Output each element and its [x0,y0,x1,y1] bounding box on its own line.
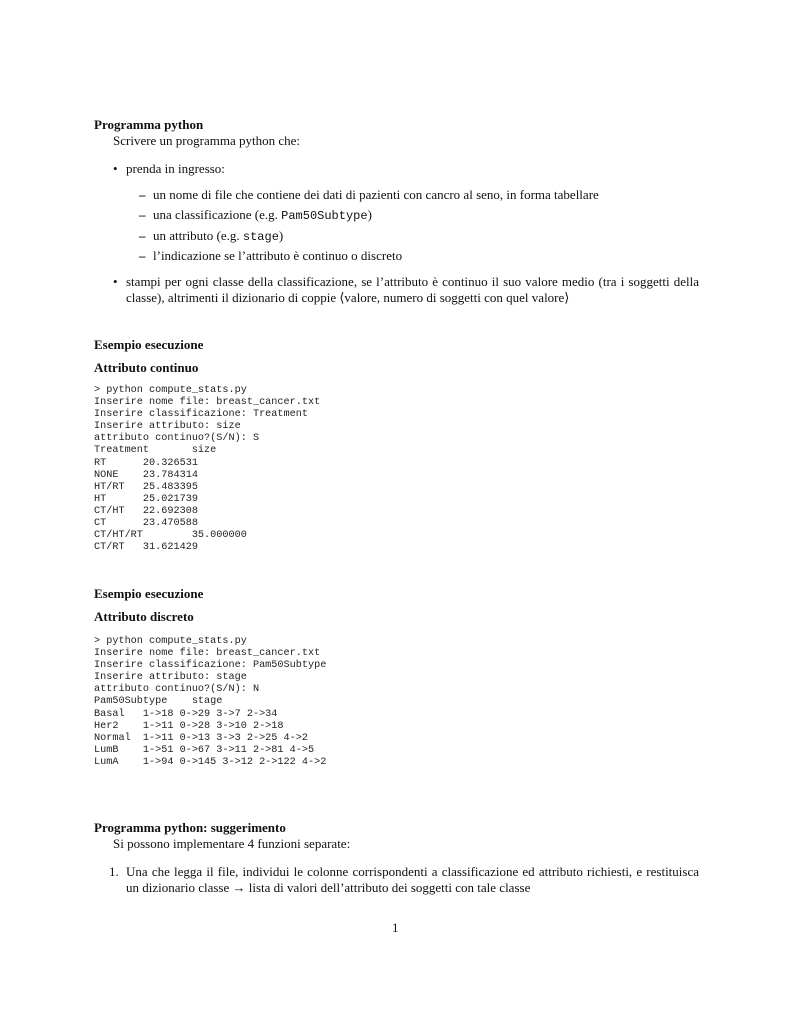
code-line: > python compute_stats.py [94,636,247,647]
inline-code-pam50subtype: Pam50Subtype [281,209,368,223]
dash-icon: – [139,248,146,263]
bullet-icon: • [113,161,118,176]
code-line: Pam50Subtype stage [94,696,223,708]
code-line: Inserire classificazione: Treatment [94,409,308,421]
subitem-classification-post: ) [367,207,372,222]
example2-subtitle: Attributo discreto [94,609,194,624]
section-title-hint: Programma python: suggerimento [94,820,286,835]
bullet-output-text: stampi per ogni classe della classificazione, se l’attributo è continuo il suo valore medio (tra i soggetti della classe), altrimenti il dizionario di coppie ⟨valore, numero di soggetti con quel valore⟩ [126,274,699,305]
dash-icon: – [139,187,146,202]
subitem-filename: un nome di file che contiene dei dati di pazienti con cancro al seno, in forma tabellare [153,187,599,202]
example2-code-block [94,636,326,769]
bullet-icon: • [113,274,118,289]
section-title-program: Programma python [94,117,204,132]
code-line: LumB 1->51 0->67 3->11 2->81 4->5 [94,744,315,756]
code-line: Inserire attributo: stage [94,672,247,684]
code-line: NONE 23.784314 [94,469,198,481]
code-line: Basal 1->18 0->29 3->7 2->34 [94,708,278,720]
inline-code-stage: stage [242,230,279,244]
code-line: Inserire nome file: breast_cancer.txt [94,397,321,409]
code-line: HT/RT 25.483395 [94,481,198,493]
code-line: Treatment size [94,445,217,457]
dash-icon: – [139,228,146,243]
subitem-classification-pre: una classificazione (e.g. [153,207,282,222]
code-line: CT/RT 31.621429 [94,542,198,554]
code-line: HT 25.021739 [94,493,198,505]
code-line: attributo continuo?(S/N): S [94,433,260,445]
code-line: CT/HT 22.692308 [94,505,198,517]
bullet-input-text: prenda in ingresso: [126,161,225,176]
subitem-attribute [153,228,283,245]
code-line: Her2 1->11 0->28 3->10 2->18 [94,720,284,732]
code-line: Inserire attributo: size [94,421,241,433]
example2-title: Esempio esecuzione [94,586,204,601]
hint-intro: Si possono implementare 4 funzioni separate: [113,836,351,851]
example1-title: Esempio esecuzione [94,337,204,352]
code-line: attributo continuo?(S/N): N [94,684,260,696]
code-line: RT 20.326531 [94,457,198,469]
list-number: 1. [109,864,119,879]
code-line: CT/HT/RT 35.000000 [94,530,247,542]
hint-item-1-text: Una che legga il file, individui le colonne corrispondenti a classificazione ed attributo richiesti, e restituisca un dizionario classe → lista di valori dell’attributo dei soggetti con tale classe [126,864,699,895]
subitem-classification [153,207,372,224]
code-line: LumA 1->94 0->145 3->12 2->122 4->2 [94,756,327,768]
program-intro: Scrivere un programma python che: [113,133,300,148]
example1-code-block [94,385,320,554]
dash-icon: – [139,207,146,222]
code-line: Inserire classificazione: Pam50Subtype [94,660,327,672]
subitem-attribute-post: ) [278,228,284,243]
code-line: > python compute_stats.py [94,385,247,396]
subitem-attribute-pre: un attributo (e.g. [153,228,243,243]
code-line: CT 23.470588 [94,518,198,530]
code-line: Normal 1->11 0->13 3->3 2->25 4->2 [94,732,308,744]
page-number: 1 [392,920,399,935]
subitem-continuous-flag: l’indicazione se l’attributo è continuo o discreto [153,248,403,263]
code-line: Inserire nome file: breast_cancer.txt [94,648,321,660]
example1-subtitle: Attributo continuo [94,360,199,375]
